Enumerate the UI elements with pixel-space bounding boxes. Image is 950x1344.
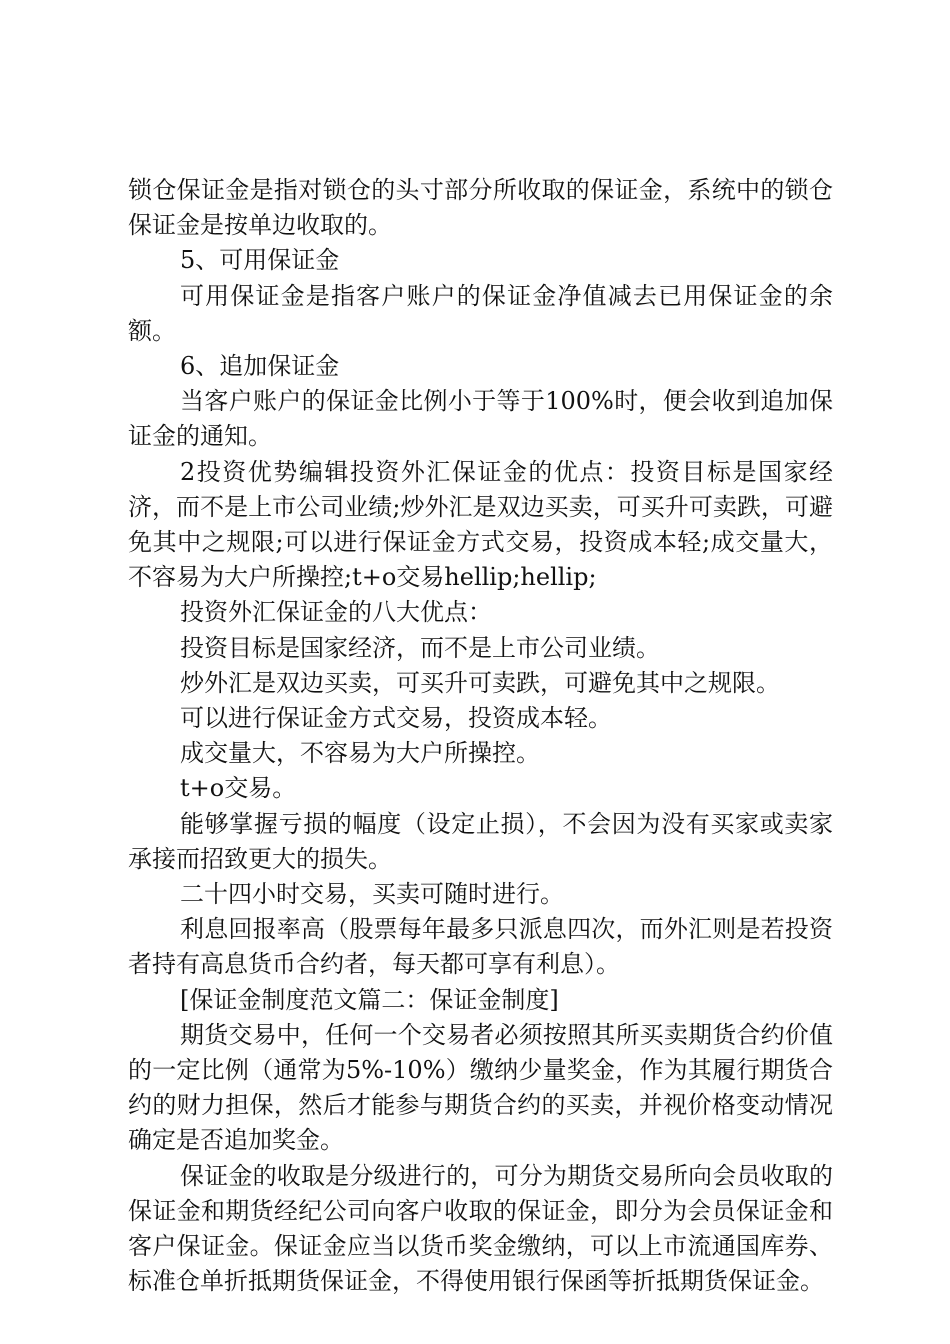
- list-item-advantage: 可以进行保证金方式交易，投资成本轻。: [180, 704, 612, 733]
- paragraph-margin-collection: 保证金的收取是分级进行的，可分为期货交易所向会员收取的保证金和期货经纪公司向客户收取的保证金，即分为会员保证金和客户保证金。保证金应当以货币奖金缴纳，可以上市流通国库券、标准仓单折抵期货保证金，不得使用银行保函等折抵期货保证金。: [128, 1161, 833, 1296]
- list-item-advantage: 二十四小时交易，买卖可随时进行。: [180, 880, 564, 909]
- heading-eight-advantages: 投资外汇保证金的八大优点：: [180, 598, 492, 627]
- list-item-advantage: 能够掌握亏损的幅度（设定止损），不会因为没有买家或卖家承接而招致更大的损失。: [128, 809, 833, 873]
- heading-available-margin: 5、可用保证金: [180, 246, 340, 275]
- document-body: [128, 173, 833, 1300]
- paragraph-additional-margin: 当客户账户的保证金比例小于等于100%时，便会收到追加保证金的通知。: [128, 387, 833, 451]
- paragraph-lock-margin: 锁仓保证金是指对锁仓的头寸部分所收取的保证金，系统中的锁仓保证金是按单边收取的。: [128, 176, 833, 240]
- section-title: [保证金制度范文篇二：保证金制度]: [180, 985, 559, 1014]
- list-item-advantage: 投资目标是国家经济，而不是上市公司业绩。: [180, 633, 660, 662]
- paragraph-available-margin: 可用保证金是指客户账户的保证金净值减去已用保证金的余额。: [128, 281, 833, 345]
- paragraph-investment-advantages: 2投资优势编辑投资外汇保证金的优点：投资目标是国家经济，而不是上市公司业绩;炒外汇是双边买卖，可买升可卖跌，可避免其中之规限;可以进行保证金方式交易，投资成本轻;成交量大，不容易为大户所操控;t+o交易hellip;hellip;: [128, 457, 833, 592]
- heading-additional-margin: 6、追加保证金: [180, 352, 340, 381]
- list-item-advantage: 利息回报率高（股票每年最多只派息四次，而外汇则是若投资者持有高息货币合约者，每天都可享有利息）。: [128, 915, 833, 979]
- paragraph-futures-margin: 期货交易中，任何一个交易者必须按照其所买卖期货合约价值的一定比例（通常为5%-10%）缴纳少量奖金，作为其履行期货合约的财力担保，然后才能参与期货合约的买卖，并视价格变动情况确定是否追加奖金。: [128, 1020, 833, 1155]
- list-item-advantage: 炒外汇是双边买卖，可买升可卖跌，可避免其中之规限。: [180, 668, 780, 697]
- list-item-advantage: t+o交易。: [180, 774, 297, 803]
- list-item-advantage: 成交量大，不容易为大户所操控。: [180, 739, 540, 768]
